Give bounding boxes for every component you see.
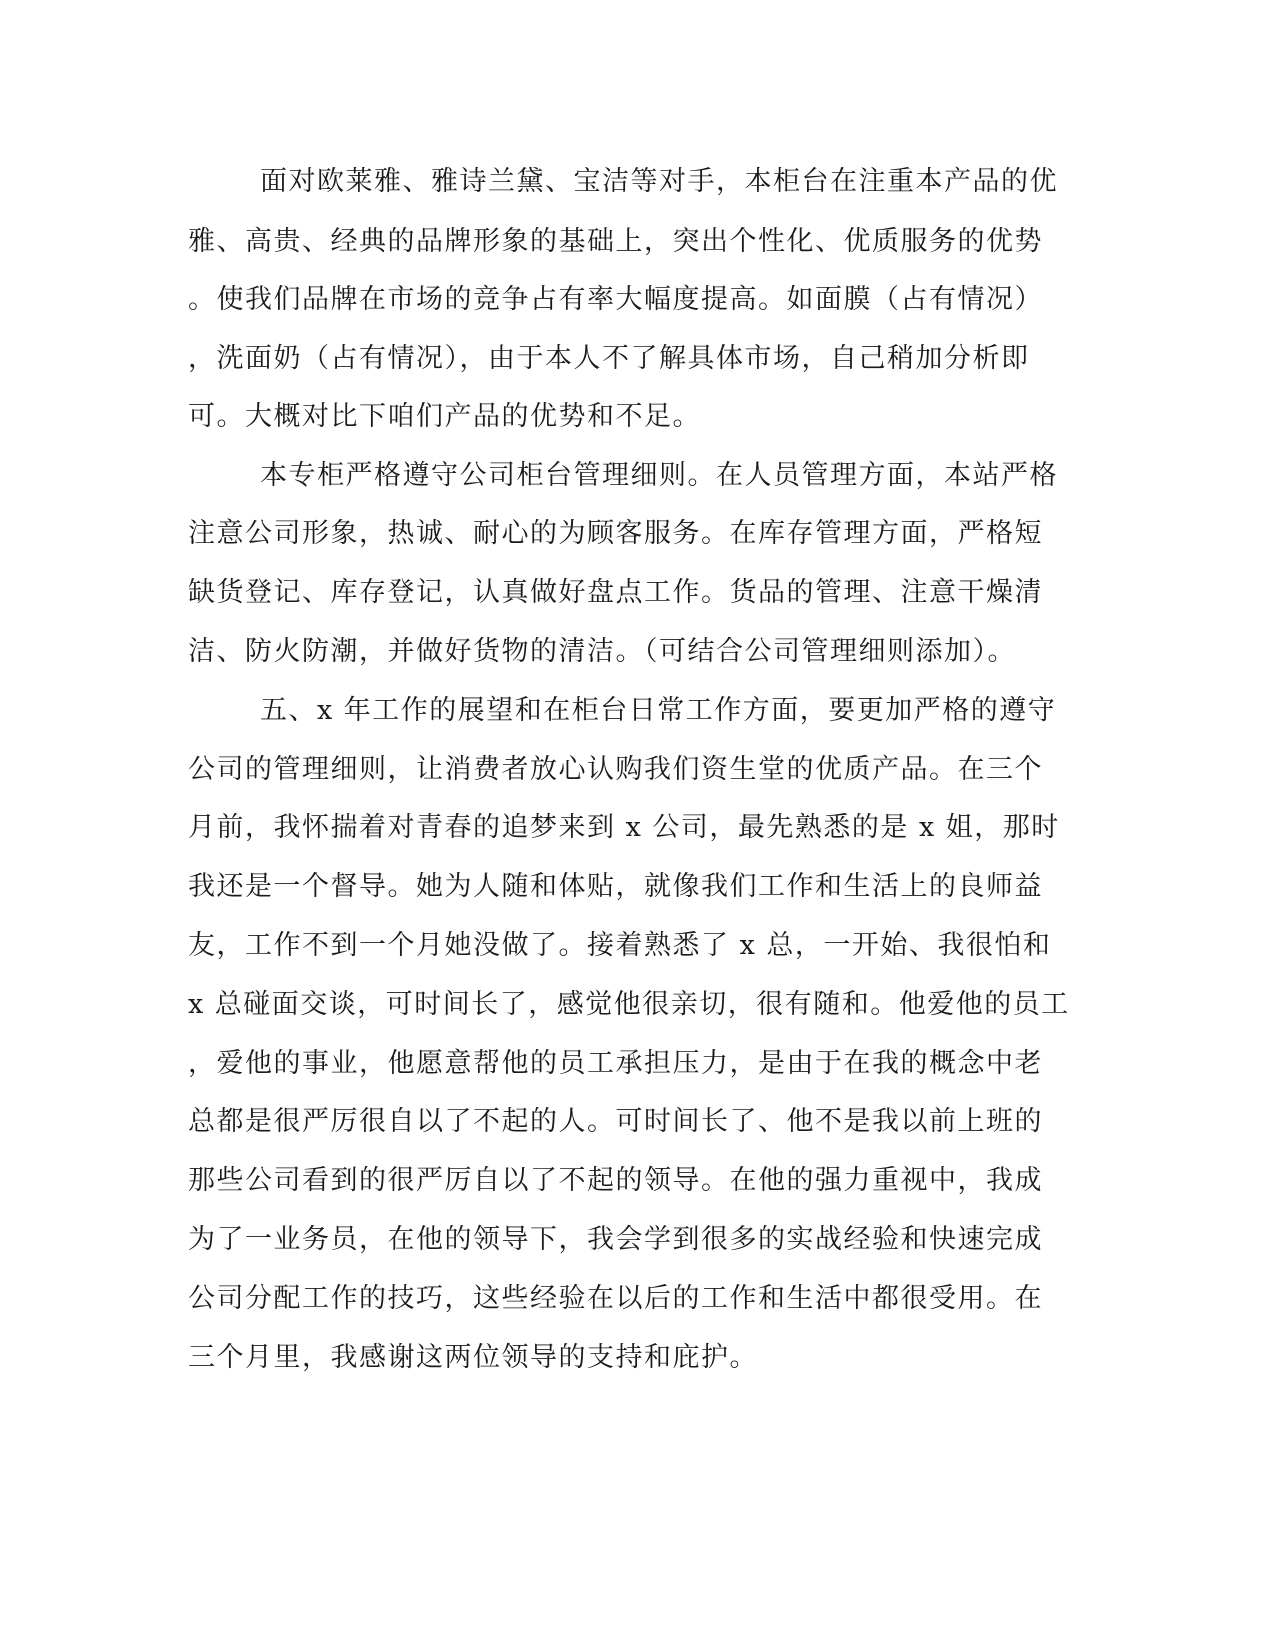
text-line: 友，工作不到一个月她没做了。接着熟悉了 x 总，一开始、我很怕和: [188, 930, 1052, 961]
text-line: 三个月里，我感谢这两位领导的支持和庇护。: [188, 1342, 758, 1373]
text-line: x 总碰面交谈，可时间长了，感觉他很亲切，很有随和。他爱他的员工: [188, 989, 1070, 1020]
text-line: 总都是很严厉很自以了不起的人。可时间长了、他不是我以前上班的: [188, 1106, 1043, 1137]
text-line: 月前，我怀揣着对青春的追梦来到 x 公司，最先熟悉的是 x 姐，那时: [188, 812, 1060, 843]
text-line: 注意公司形象，热诚、耐心的为顾客服务。在库存管理方面，严格短: [188, 518, 1043, 549]
text-line: 可。大概对比下咱们产品的优势和不足。: [188, 401, 701, 432]
text-line: 那些公司看到的很严厉自以了不起的领导。在他的强力重视中，我成: [188, 1165, 1043, 1196]
text-line: ，爱他的事业，他愿意帮他的员工承担压力，是由于在我的概念中老: [188, 1048, 1043, 1079]
text-line: 缺货登记、库存登记，认真做好盘点工作。货品的管理、注意干燥清: [188, 577, 1043, 608]
text-line: 公司的管理细则，让消费者放心认购我们资生堂的优质产品。在三个: [188, 754, 1043, 785]
text-line: 面对欧莱雅、雅诗兰黛、宝洁等对手，本柜台在注重本产品的优: [260, 166, 1058, 197]
text-line: 本专柜严格遵守公司柜台管理细则。在人员管理方面，本站严格: [260, 460, 1058, 491]
text-line: 。使我们品牌在市场的竞争占有率大幅度提高。如面膜（占有情况）: [188, 284, 1043, 315]
text-line: 洁、防火防潮，并做好货物的清洁。（可结合公司管理细则添加）。: [188, 636, 1016, 667]
text-line: 为了一业务员，在他的领导下，我会学到很多的实战经验和快速完成: [188, 1224, 1043, 1255]
text-line: ，洗面奶（占有情况），由于本人不了解具体市场，自己稍加分析即: [188, 343, 1030, 374]
text-line: 雅、高贵、经典的品牌形象的基础上，突出个性化、优质服务的优势: [188, 226, 1043, 257]
text-line: 我还是一个督导。她为人随和体贴，就像我们工作和生活上的良师益: [188, 871, 1043, 902]
text-line: 五、x 年工作的展望和在柜台日常工作方面，要更加严格的遵守: [260, 695, 1057, 726]
text-line: 公司分配工作的技巧，这些经验在以后的工作和生活中都很受用。在: [188, 1283, 1043, 1314]
